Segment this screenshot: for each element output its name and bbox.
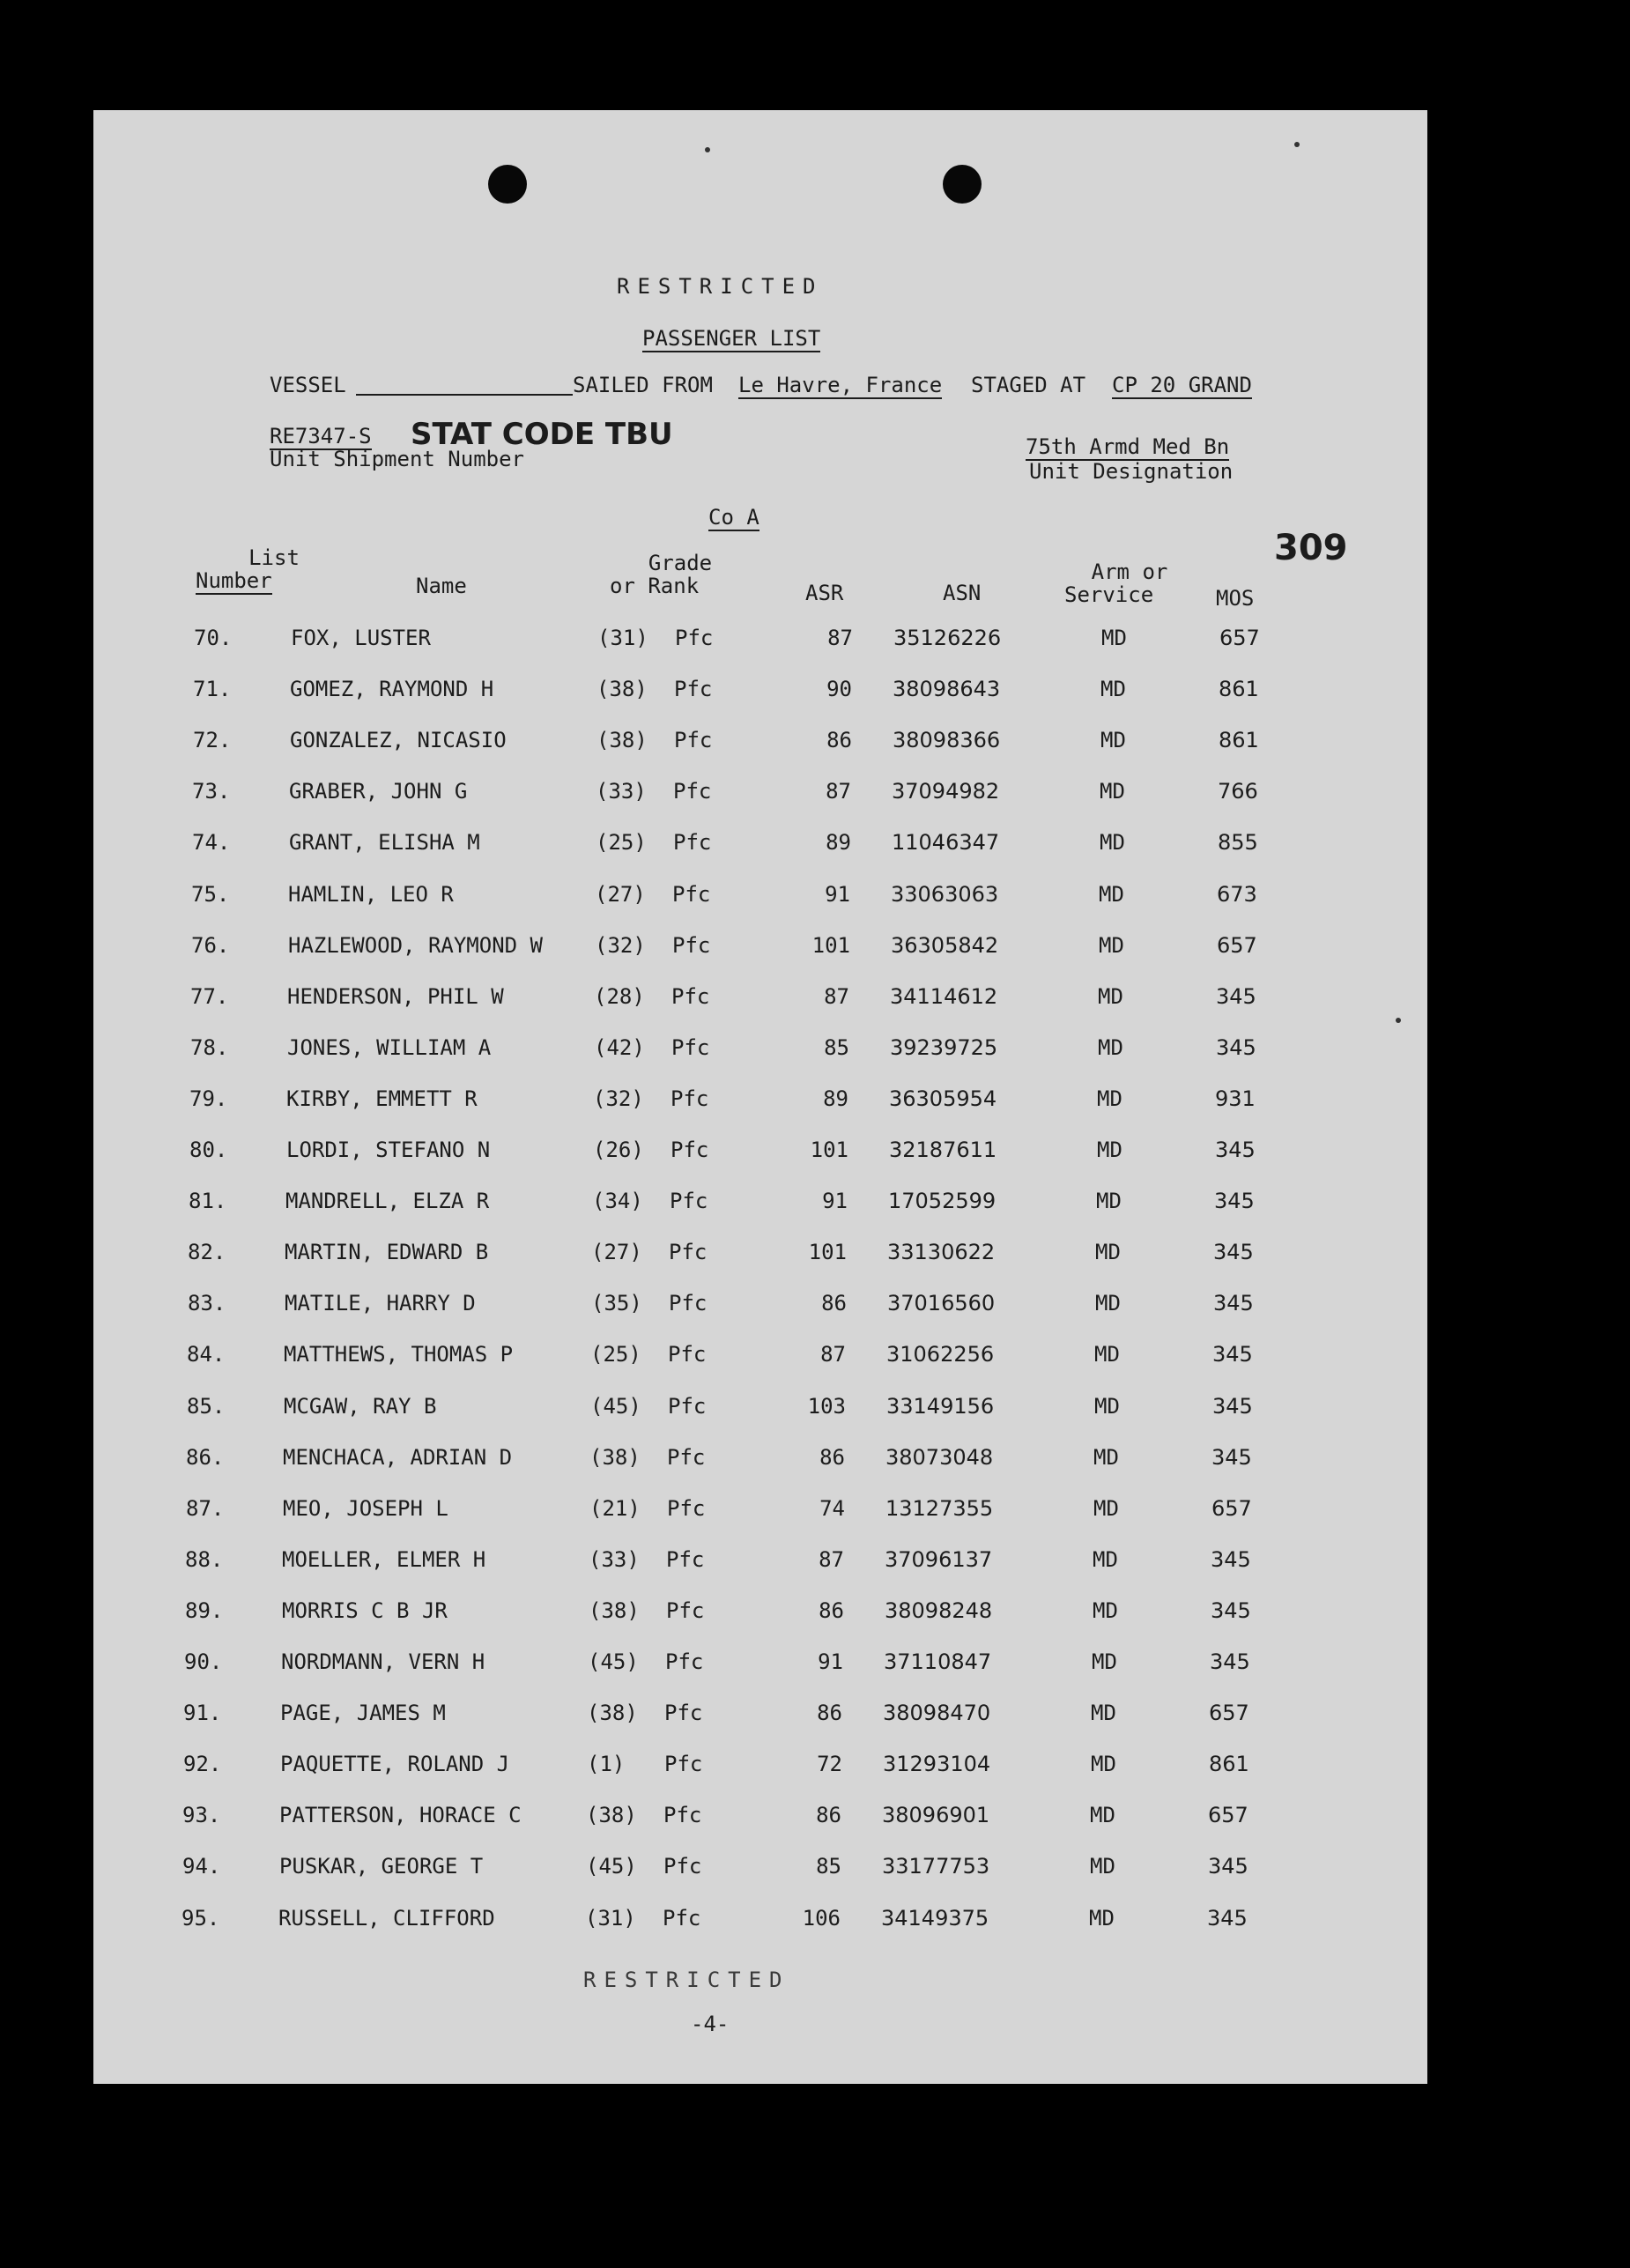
row-arm: MD <box>1094 1393 1120 1419</box>
row-mos: 657 <box>1217 932 1257 958</box>
row-mos: 345 <box>1211 1597 1251 1623</box>
row-name: RUSSELL, CLIFFORD <box>278 1905 495 1931</box>
row-mos: 345 <box>1213 1240 1254 1265</box>
unit-designation-value: 75th Armd Med Bn <box>1026 434 1230 459</box>
row-list-number: 73. <box>192 779 231 804</box>
row-asr: 86 <box>819 1444 845 1470</box>
row-asn: 33149156 <box>886 1393 995 1419</box>
row-grade: (21) <box>589 1495 641 1521</box>
row-asn: 38098643 <box>893 677 1001 702</box>
restricted-footer: RESTRICTED <box>583 1968 790 1992</box>
row-grade: (28) <box>594 983 645 1009</box>
restricted-header: RESTRICTED <box>617 274 824 299</box>
row-rank: Pfc <box>667 1444 706 1470</box>
row-asn: 36305842 <box>891 932 999 958</box>
row-list-number: 94. <box>182 1854 221 1879</box>
row-arm: MD <box>1101 626 1127 650</box>
row-arm: MD <box>1093 1444 1119 1470</box>
row-asr: 101 <box>810 1138 848 1162</box>
table-row <box>93 1342 1327 1377</box>
row-name: GONZALEZ, NICASIO <box>290 728 507 753</box>
company-label: Co A <box>708 505 759 530</box>
row-mos: 345 <box>1210 1649 1250 1674</box>
row-name: GRABER, JOHN G <box>289 779 468 804</box>
col-asn: ASN <box>943 581 982 605</box>
table-row <box>93 1291 1327 1326</box>
row-name: KIRBY, EMMETT R <box>286 1086 478 1111</box>
row-list-number: 76. <box>191 932 230 958</box>
row-rank: Pfc <box>675 626 714 650</box>
row-list-number: 87. <box>186 1495 225 1521</box>
row-list-number: 82. <box>188 1240 226 1265</box>
col-mos: MOS <box>1216 586 1255 611</box>
row-name: PATTERSON, HORACE C <box>279 1803 522 1828</box>
row-grade: (38) <box>596 677 648 702</box>
row-name: MEO, JOSEPH L <box>283 1495 448 1521</box>
row-rank: Pfc <box>674 677 713 702</box>
row-asr: 89 <box>826 830 851 856</box>
table-row <box>93 1752 1327 1787</box>
row-arm: MD <box>1098 1034 1123 1060</box>
table-row <box>93 1138 1327 1173</box>
table-row <box>93 1496 1327 1531</box>
row-asn: 37096137 <box>885 1546 993 1572</box>
row-arm: MD <box>1090 1854 1115 1879</box>
row-grade: (38) <box>586 1803 637 1828</box>
row-asn: 34114612 <box>890 983 998 1009</box>
row-mos: 861 <box>1219 728 1259 753</box>
sailed-from-label: SAILED FROM <box>573 373 713 397</box>
row-mos: 345 <box>1216 1034 1256 1060</box>
row-rank: Pfc <box>673 779 712 804</box>
row-grade: (27) <box>591 1240 642 1265</box>
row-asr: 86 <box>819 1597 844 1623</box>
row-mos: 345 <box>1207 1905 1248 1931</box>
row-mos: 345 <box>1211 1546 1251 1572</box>
row-grade: (25) <box>596 830 647 856</box>
punch-hole-left <box>488 165 527 204</box>
row-arm: MD <box>1095 1240 1121 1265</box>
table-row <box>93 1445 1327 1480</box>
document-page <box>93 110 1427 2084</box>
row-asr: 86 <box>817 1701 842 1726</box>
row-asn: 33177753 <box>882 1854 990 1879</box>
row-arm: MD <box>1093 1495 1119 1521</box>
row-asr: 91 <box>822 1189 848 1214</box>
row-rank: Pfc <box>666 1597 705 1623</box>
row-grade: (34) <box>592 1189 643 1214</box>
shipment-number: RE7347-S <box>270 424 372 448</box>
row-asn: 34149375 <box>881 1905 989 1931</box>
row-asn: 38098366 <box>893 728 1001 753</box>
row-arm: MD <box>1095 1291 1121 1316</box>
row-grade: (25) <box>590 1342 641 1367</box>
row-list-number: 86. <box>186 1444 225 1470</box>
row-name: HAZLEWOOD, RAYMOND W <box>288 932 543 958</box>
vessel-label: VESSEL <box>270 373 346 397</box>
table-row <box>93 1240 1327 1275</box>
row-arm: MD <box>1091 1701 1116 1726</box>
table-row <box>93 728 1327 763</box>
col-list-number-1: List <box>248 545 300 570</box>
row-asn: 33063063 <box>891 881 999 907</box>
row-name: HENDERSON, PHIL W <box>287 983 504 1009</box>
staged-at-label: STAGED AT <box>971 373 1086 397</box>
row-asr: 87 <box>820 1342 846 1367</box>
row-rank: Pfc <box>672 932 711 958</box>
row-name: PUSKAR, GEORGE T <box>279 1854 484 1879</box>
row-mos: 657 <box>1219 626 1260 650</box>
row-name: HAMLIN, LEO R <box>288 881 454 907</box>
row-mos: 766 <box>1218 779 1258 804</box>
speck <box>1396 1018 1401 1023</box>
row-arm: MD <box>1091 1752 1116 1777</box>
row-asr: 86 <box>816 1803 841 1828</box>
row-asn: 38096901 <box>882 1803 990 1828</box>
row-rank: Pfc <box>663 1854 702 1879</box>
row-asr: 89 <box>823 1086 848 1111</box>
shipment-label: Unit Shipment Number <box>270 447 524 471</box>
row-name: MATILE, HARRY D <box>285 1291 476 1316</box>
table-row <box>93 1035 1327 1071</box>
row-list-number: 88. <box>185 1546 224 1572</box>
row-name: PAQUETTE, ROLAND J <box>280 1752 510 1777</box>
row-mos: 657 <box>1208 1803 1248 1828</box>
row-list-number: 70. <box>194 626 233 650</box>
row-arm: MD <box>1100 779 1125 804</box>
row-mos: 345 <box>1213 1291 1254 1316</box>
row-asn: 11046347 <box>892 830 1000 856</box>
table-row <box>93 677 1327 712</box>
row-asr: 87 <box>826 779 851 804</box>
row-asn: 31293104 <box>883 1752 991 1777</box>
row-rank: Pfc <box>668 1393 707 1419</box>
row-mos: 673 <box>1217 881 1257 907</box>
row-list-number: 81. <box>189 1189 227 1214</box>
row-arm: MD <box>1097 1086 1122 1111</box>
row-grade: (31) <box>585 1905 636 1931</box>
table-row <box>93 1394 1327 1429</box>
row-grade: (45) <box>586 1854 637 1879</box>
table-row <box>93 882 1327 917</box>
row-grade: (31) <box>597 626 648 650</box>
row-list-number: 92. <box>183 1752 222 1777</box>
row-list-number: 90. <box>184 1649 223 1674</box>
row-rank: Pfc <box>664 1752 703 1777</box>
row-grade: (33) <box>589 1546 640 1572</box>
row-mos: 855 <box>1218 830 1258 856</box>
row-asr: 86 <box>826 728 852 753</box>
row-mos: 345 <box>1211 1444 1252 1470</box>
speck <box>1294 142 1300 147</box>
row-grade: (45) <box>590 1393 641 1419</box>
staged-at-value: CP 20 GRAND <box>1112 373 1252 397</box>
col-grade-2: or Rank <box>610 574 700 598</box>
row-grade: (38) <box>589 1444 641 1470</box>
row-name: JONES, WILLIAM A <box>287 1034 492 1060</box>
row-asn: 31062256 <box>886 1342 995 1367</box>
row-mos: 861 <box>1209 1752 1249 1777</box>
row-asr: 91 <box>825 881 850 907</box>
row-asr: 91 <box>818 1649 843 1674</box>
row-asr: 87 <box>824 983 849 1009</box>
row-list-number: 71. <box>193 677 232 702</box>
row-rank: Pfc <box>671 1034 710 1060</box>
table-row <box>93 1086 1327 1122</box>
row-asr: 101 <box>808 1240 847 1265</box>
row-list-number: 79. <box>189 1086 228 1111</box>
row-grade: (27) <box>595 881 646 907</box>
row-asr: 101 <box>811 932 850 958</box>
row-asr: 85 <box>816 1854 841 1879</box>
page-footer-number: -4- <box>691 2012 730 2036</box>
row-list-number: 95. <box>182 1905 220 1931</box>
row-asr: 86 <box>821 1291 847 1316</box>
row-mos: 931 <box>1215 1086 1256 1111</box>
row-rank: Pfc <box>665 1649 704 1674</box>
row-asr: 74 <box>819 1495 845 1521</box>
row-mos: 861 <box>1219 677 1259 702</box>
vessel-blank <box>356 394 573 396</box>
row-list-number: 77. <box>190 983 229 1009</box>
row-asn: 38073048 <box>885 1444 994 1470</box>
row-grade: (32) <box>595 932 646 958</box>
row-name: MCGAW, RAY B <box>284 1393 437 1419</box>
row-name: LORDI, STEFANO N <box>286 1138 491 1162</box>
row-arm: MD <box>1096 1189 1122 1214</box>
row-arm: MD <box>1090 1803 1115 1828</box>
row-grade: (35) <box>591 1291 642 1316</box>
row-name: FOX, LUSTER <box>291 626 431 650</box>
row-rank: Pfc <box>663 1905 701 1931</box>
row-asn: 17052599 <box>888 1189 997 1214</box>
row-list-number: 83. <box>188 1291 226 1316</box>
row-rank: Pfc <box>669 1291 708 1316</box>
row-name: GRANT, ELISHA M <box>289 830 480 856</box>
row-rank: Pfc <box>670 1189 708 1214</box>
row-arm: MD <box>1092 1649 1117 1674</box>
row-rank: Pfc <box>671 983 710 1009</box>
col-list-number-2: Number <box>196 568 272 593</box>
row-arm: MD <box>1099 932 1124 958</box>
row-asn: 39239725 <box>890 1034 998 1060</box>
row-list-number: 85. <box>187 1393 226 1419</box>
row-grade: (38) <box>587 1701 638 1726</box>
row-grade: (38) <box>596 728 648 753</box>
row-arm: MD <box>1097 1138 1122 1162</box>
row-arm: MD <box>1100 728 1126 753</box>
row-name: PAGE, JAMES M <box>280 1701 446 1726</box>
row-name: MOELLER, ELMER H <box>282 1546 486 1572</box>
row-list-number: 84. <box>187 1342 226 1367</box>
row-list-number: 80. <box>189 1138 228 1162</box>
row-rank: Pfc <box>666 1546 705 1572</box>
unit-designation-label: Unit Designation <box>1029 459 1234 484</box>
table-row <box>93 1701 1327 1736</box>
row-grade: (1) <box>587 1752 626 1777</box>
speck <box>705 147 710 152</box>
row-list-number: 72. <box>193 728 232 753</box>
row-asn: 36305954 <box>889 1086 997 1111</box>
col-arm-2: Service <box>1064 582 1154 607</box>
row-asr: 72 <box>817 1752 842 1777</box>
row-asn: 37110847 <box>884 1649 992 1674</box>
row-asn: 33130622 <box>887 1240 996 1265</box>
page-number: 309 <box>1274 528 1348 568</box>
row-list-number: 75. <box>191 881 230 907</box>
table-row <box>93 1854 1327 1889</box>
stat-code: STAT CODE TBU <box>411 417 673 452</box>
row-asr: 90 <box>826 677 852 702</box>
row-name: MORRIS C B JR <box>282 1597 448 1623</box>
col-arm-1: Arm or <box>1091 560 1168 584</box>
row-arm: MD <box>1089 1905 1115 1931</box>
row-asn: 35126226 <box>893 626 1002 650</box>
col-name: Name <box>416 574 467 598</box>
row-asn: 37016560 <box>887 1291 996 1316</box>
row-arm: MD <box>1094 1342 1120 1367</box>
row-list-number: 74. <box>192 830 231 856</box>
row-rank: Pfc <box>663 1803 702 1828</box>
col-grade-1: Grade <box>648 551 713 575</box>
table-row <box>93 933 1327 968</box>
row-list-number: 91. <box>183 1701 222 1726</box>
table-row <box>93 1649 1327 1685</box>
row-grade: (32) <box>593 1086 644 1111</box>
table-row <box>93 1189 1327 1224</box>
row-arm: MD <box>1098 983 1123 1009</box>
row-arm: MD <box>1099 881 1124 907</box>
row-mos: 345 <box>1214 1189 1255 1214</box>
row-rank: Pfc <box>667 1495 706 1521</box>
row-name: MARTIN, EDWARD B <box>285 1240 489 1265</box>
row-rank: Pfc <box>669 1240 708 1265</box>
table-row <box>93 1906 1327 1941</box>
row-rank: Pfc <box>671 1086 709 1111</box>
row-asr: 103 <box>807 1393 846 1419</box>
row-arm: MD <box>1100 677 1126 702</box>
row-list-number: 78. <box>190 1034 229 1060</box>
table-row <box>93 626 1327 661</box>
row-rank: Pfc <box>672 881 711 907</box>
row-arm: MD <box>1093 1546 1118 1572</box>
row-rank: Pfc <box>671 1138 709 1162</box>
row-asn: 37094982 <box>892 779 1000 804</box>
table-row <box>93 779 1327 814</box>
table-row <box>93 1803 1327 1838</box>
row-mos: 345 <box>1208 1854 1248 1879</box>
row-name: NORDMANN, VERN H <box>281 1649 485 1674</box>
punch-hole-right <box>943 165 982 204</box>
row-mos: 345 <box>1215 1138 1256 1162</box>
row-grade: (45) <box>588 1649 639 1674</box>
row-mos: 657 <box>1211 1495 1252 1521</box>
row-asn: 38098470 <box>883 1701 991 1726</box>
row-arm: MD <box>1100 830 1125 856</box>
row-rank: Pfc <box>674 728 713 753</box>
row-arm: MD <box>1093 1597 1118 1623</box>
row-list-number: 93. <box>182 1803 221 1828</box>
table-row <box>93 984 1327 1019</box>
row-rank: Pfc <box>668 1342 707 1367</box>
row-mos: 657 <box>1209 1701 1249 1726</box>
row-grade: (38) <box>589 1597 640 1623</box>
document-title: PASSENGER LIST <box>642 326 821 351</box>
row-rank: Pfc <box>664 1701 703 1726</box>
col-asr: ASR <box>805 581 844 605</box>
row-asr: 85 <box>824 1034 849 1060</box>
row-mos: 345 <box>1212 1393 1253 1419</box>
row-rank: Pfc <box>673 830 712 856</box>
table-row <box>93 1598 1327 1634</box>
row-mos: 345 <box>1216 983 1256 1009</box>
row-asr: 87 <box>827 626 853 650</box>
table-row <box>93 830 1327 865</box>
row-asn: 32187611 <box>889 1138 997 1162</box>
table-row <box>93 1547 1327 1582</box>
sailed-from-value: Le Havre, France <box>738 373 943 397</box>
row-name: GOMEZ, RAYMOND H <box>290 677 494 702</box>
row-mos: 345 <box>1212 1342 1253 1367</box>
row-asn: 13127355 <box>885 1495 994 1521</box>
row-list-number: 89. <box>185 1597 224 1623</box>
row-grade: (42) <box>594 1034 645 1060</box>
row-name: MENCHACA, ADRIAN D <box>283 1444 513 1470</box>
row-name: MATTHEWS, THOMAS P <box>284 1342 514 1367</box>
row-asr: 87 <box>819 1546 844 1572</box>
row-asn: 38098248 <box>885 1597 993 1623</box>
row-asr: 106 <box>802 1905 841 1931</box>
row-grade: (33) <box>596 779 647 804</box>
row-grade: (26) <box>593 1138 644 1162</box>
row-name: MANDRELL, ELZA R <box>285 1189 490 1214</box>
